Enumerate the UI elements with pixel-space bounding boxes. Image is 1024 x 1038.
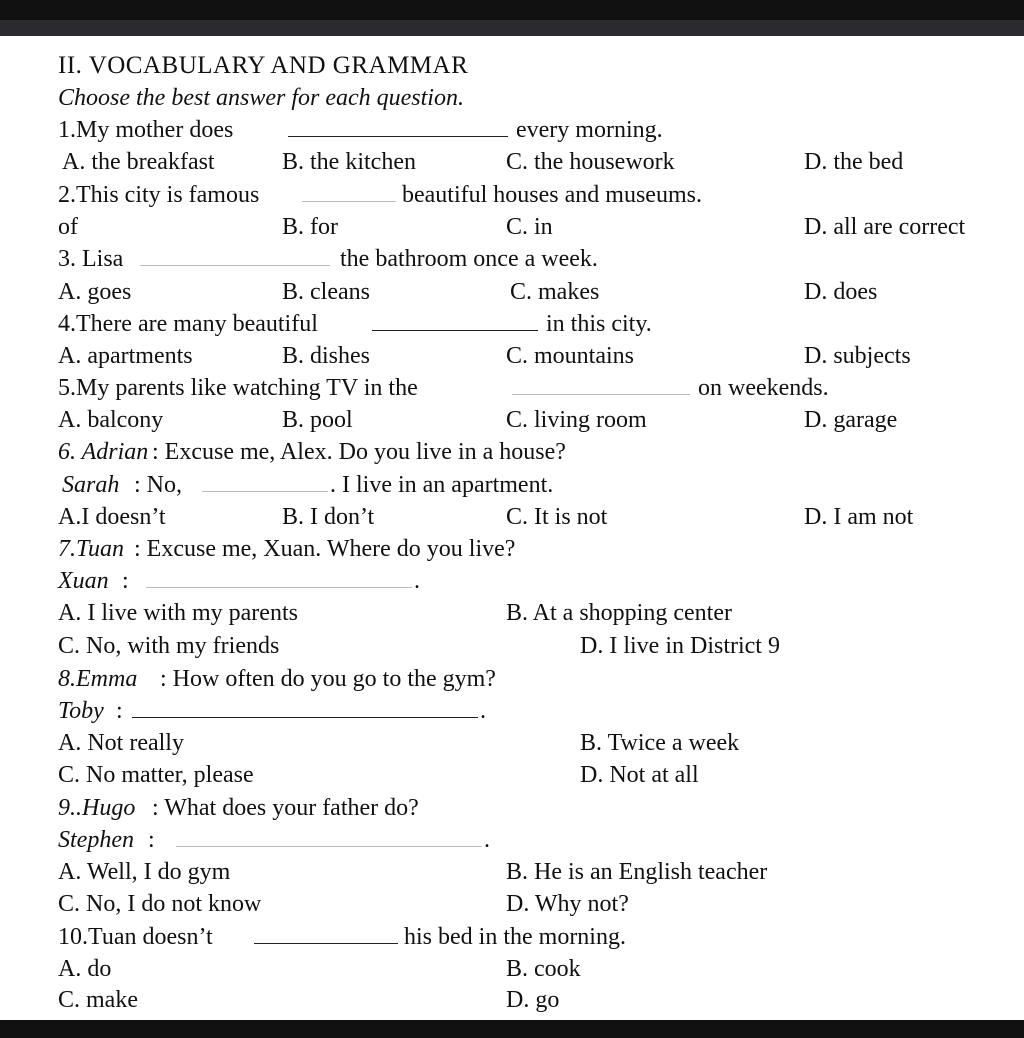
option-b[interactable]: B. cleans <box>282 279 370 305</box>
question-9-dialogue-2: Stephen : . <box>0 824 1024 856</box>
option-d[interactable]: D. Not at all <box>580 762 699 788</box>
option-c[interactable]: C. No matter, please <box>58 762 254 788</box>
option-c[interactable]: C. No, with my friends <box>58 633 280 659</box>
question-10-stem: 10.Tuan doesn’t his bed in the morning. <box>0 921 1024 953</box>
option-d[interactable]: D. I live in District 9 <box>580 633 780 659</box>
option-a[interactable]: A. Not really <box>58 730 184 756</box>
answer-blank-4[interactable] <box>372 308 538 331</box>
question-8-dialogue-2: Toby : . <box>0 695 1024 727</box>
question-4-stem: 4.There are many beautiful in this city. <box>0 308 1024 340</box>
option-a[interactable]: A. the breakfast <box>62 149 215 175</box>
question-3-options <box>0 276 1024 308</box>
question-9-options-row-2 <box>0 888 1024 920</box>
option-c[interactable]: C. No, I do not know <box>58 891 262 917</box>
question-5-options <box>0 404 1024 436</box>
question-7-dialogue-2: Xuan : . <box>0 565 1024 597</box>
option-b[interactable]: B. the kitchen <box>282 149 416 175</box>
question-9-dialogue-1: 9..Hugo : What does your father do? <box>58 795 419 821</box>
question-8-options-row-1 <box>0 727 1024 759</box>
question-8-options-row-2 <box>0 759 1024 791</box>
worksheet-page <box>0 36 1024 1020</box>
question-1-stem: 1.My mother does every morning. <box>0 114 1024 146</box>
window-top-bar-edge <box>0 20 1024 36</box>
answer-blank-8[interactable] <box>132 695 478 718</box>
option-a[interactable]: A. balcony <box>58 407 164 433</box>
answer-blank-3[interactable] <box>140 243 330 266</box>
question-3-stem: 3. Lisa the bathroom once a week. <box>0 243 1024 275</box>
answer-blank-10[interactable] <box>254 921 398 944</box>
option-b[interactable]: B. for <box>282 214 338 240</box>
option-d[interactable]: D. does <box>804 279 878 305</box>
option-b[interactable]: B. He is an English teacher <box>506 859 768 885</box>
option-a[interactable]: A. goes <box>58 279 132 305</box>
option-b[interactable]: B. Twice a week <box>580 730 740 756</box>
answer-blank-2[interactable] <box>302 179 396 202</box>
answer-blank-6[interactable] <box>202 469 328 492</box>
option-a[interactable]: A. apartments <box>58 343 193 369</box>
question-2-stem: 2.This city is famous beautiful houses and museums. <box>0 179 1024 211</box>
option-d[interactable]: D. all are correct <box>804 214 966 240</box>
option-d[interactable]: D. the bed <box>804 149 904 175</box>
question-10-options-row-1 <box>0 953 1024 985</box>
option-c[interactable]: C. living room <box>506 407 647 433</box>
option-c[interactable]: C. in <box>506 214 553 240</box>
option-b[interactable]: B. dishes <box>282 343 371 369</box>
section-instruction: Choose the best answer for each question. <box>58 85 464 111</box>
option-a[interactable]: A. I live with my parents <box>58 600 298 626</box>
question-7-dialogue-1: 7.Tuan : Excuse me, Xuan. Where do you live? <box>58 536 516 562</box>
question-7-options-row-1 <box>0 597 1024 629</box>
question-6-dialogue-2: Sarah : No, . I live in an apartment. <box>0 469 1024 501</box>
answer-blank-1[interactable] <box>288 114 508 137</box>
question-5-stem: 5.My parents like watching TV in the on weekends. <box>0 372 1024 404</box>
option-d[interactable]: D. Why not? <box>506 891 629 917</box>
option-c[interactable]: C. mountains <box>506 343 635 369</box>
option-c[interactable]: C. make <box>58 987 138 1013</box>
question-1-options <box>0 146 1024 178</box>
section-title: II. VOCABULARY AND GRAMMAR <box>58 52 469 79</box>
question-10-options-row-2 <box>0 984 1024 1016</box>
option-d[interactable]: D. I am not <box>804 504 914 530</box>
answer-blank-9[interactable] <box>176 824 482 847</box>
option-c[interactable]: C. the housework <box>506 149 675 175</box>
question-8-dialogue-1: 8.Emma : How often do you go to the gym? <box>58 666 496 692</box>
answer-blank-7[interactable] <box>146 565 412 588</box>
question-7-options-row-2 <box>0 630 1024 662</box>
question-2-options <box>0 211 1024 243</box>
option-d[interactable]: D. subjects <box>804 343 911 369</box>
option-c[interactable]: C. makes <box>510 279 600 305</box>
question-6-dialogue-1: 6. Adrian : Excuse me, Alex. Do you live in a house? <box>58 439 566 465</box>
option-a[interactable]: of <box>58 214 78 240</box>
answer-blank-5[interactable] <box>512 372 690 395</box>
option-b[interactable]: B. At a shopping center <box>506 600 732 626</box>
option-c[interactable]: C. It is not <box>506 504 608 530</box>
option-a[interactable]: A. do <box>58 956 112 982</box>
option-a[interactable]: A. Well, I do gym <box>58 859 231 885</box>
option-d[interactable]: D. go <box>506 987 560 1013</box>
option-b[interactable]: B. pool <box>282 407 353 433</box>
question-4-options <box>0 340 1024 372</box>
option-b[interactable]: B. cook <box>506 956 581 982</box>
option-b[interactable]: B. I don’t <box>282 504 375 530</box>
window-bottom-bar <box>0 1020 1024 1038</box>
option-d[interactable]: D. garage <box>804 407 898 433</box>
question-6-options <box>0 501 1024 533</box>
question-9-options-row-1 <box>0 856 1024 888</box>
option-a[interactable]: A.I doesn’t <box>58 504 166 530</box>
